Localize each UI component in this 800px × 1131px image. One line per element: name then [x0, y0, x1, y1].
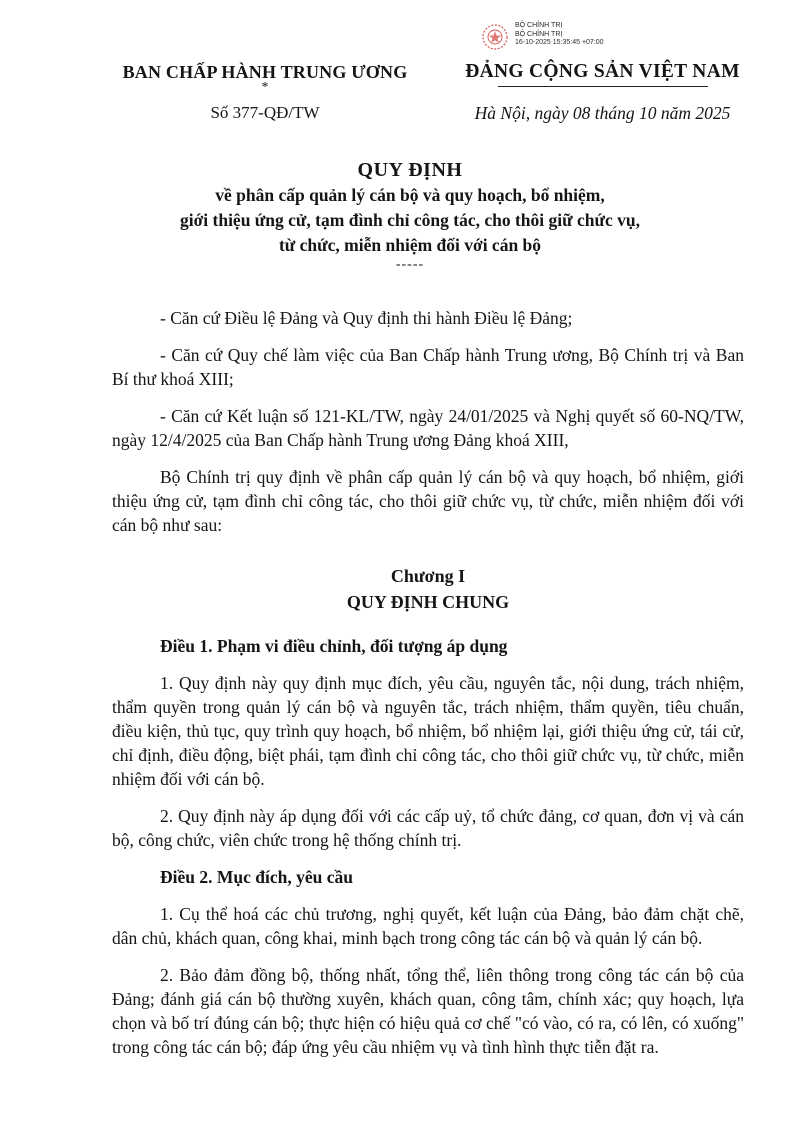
stamp-line-2: BỘ CHÍNH TRỊ — [515, 30, 563, 38]
chapter-heading — [112, 563, 744, 615]
preamble-paragraph: Bộ Chính trị quy định về phân cấp quản lý cán bộ và quy hoạch, bổ nhiệm, giới thiệu ứng cử, tạm đình chỉ công tác, cho thôi giữ chức vụ, từ chức, miễn nhiệm đối với cán bộ như sau: — [112, 467, 744, 535]
article-paragraph: 2. Quy định này áp dụng đối với các cấp uỷ, tổ chức đảng, cơ quan, đơn vị và cán bộ, công chức, viên chức trong hệ thống chính trị. — [112, 806, 744, 850]
title-separator: ----- — [395, 257, 425, 272]
preamble-paragraph: - Căn cứ Kết luận số 121-KL/TW, ngày 24/01/2025 và Nghị quyết số 60-NQ/TW, ngày 12/4/2025 của Ban Chấp hành Trung ương Đảng khoá XIII, — [112, 406, 744, 450]
chapter-name: QUY ĐỊNH CHUNG — [346, 592, 510, 612]
document-type: QUY ĐỊNH — [357, 159, 463, 181]
document-body — [112, 306, 744, 1072]
title-line-1: về phân cấp quản lý cán bộ và quy hoạch, bổ nhiệm, — [215, 185, 605, 205]
chapter-number: Chương I — [390, 566, 466, 586]
article-paragraph: 1. Quy định này quy định mục đích, yêu cầu, nguyên tắc, nội dung, trách nhiệm, thẩm quyền trong quản lý cán bộ và nguyên tắc, trách nhiệm, thẩm quyền, tiêu chuẩn, điều kiện, thủ tục, quy trình quy hoạch, bổ nhiệm, bổ nhiệm lại, giới thiệu ứng cử, tái cử, chỉ định, điều động, biệt phái, tạm đình chỉ công tác, cho thôi giữ chức vụ, từ chức, miễn nhiệm đối với cán bộ. — [112, 673, 744, 789]
stamp-text — [515, 22, 604, 48]
article-1-heading: Điều 1. Phạm vi điều chỉnh, đối tượng áp dụng — [160, 636, 508, 656]
title-block — [90, 157, 730, 272]
preamble-paragraph: - Căn cứ Quy chế làm việc của Ban Chấp hành Trung ương, Bộ Chính trị và Ban Bí thư khoá XIII; — [112, 345, 744, 389]
digital-signature-stamp — [478, 20, 648, 54]
title-line-2: giới thiệu ứng cử, tạm đình chỉ công tác, cho thôi giữ chức vụ, — [179, 210, 641, 230]
article-paragraph: 2. Bảo đảm đồng bộ, thống nhất, tổng thể, liên thông trong công tác cán bộ của Đảng; đánh giá cán bộ thường xuyên, khách quan, công tâm, chính xác; quy hoạch, lựa chọn và bố trí đúng cán bộ; thực hiện có hiệu quả cơ chế "có vào, có ra, có lên, có xuống" trong công tác cán bộ; đáp ứng yêu cầu nhiệm vụ và tình hình thực tiễn đặt ra. — [112, 965, 744, 1057]
party-name: ĐẢNG CỘNG SẢN VIỆT NAM — [465, 61, 740, 82]
header-right — [445, 60, 760, 124]
stamp-line-1: BỘ CHÍNH TRỊ — [515, 22, 563, 29]
document-number: Số 377-QĐ/TW — [210, 103, 320, 122]
header-left — [100, 60, 430, 124]
star-mark: * — [261, 80, 269, 95]
issuing-body: BAN CHẤP HÀNH TRUNG ƯƠNG — [122, 62, 408, 82]
header-underline — [498, 86, 708, 87]
stamp-timestamp: 16-10-2025 15:35:45 +07:00 — [515, 39, 604, 46]
place-date: Hà Nội, ngày 08 tháng 10 năm 2025 — [474, 103, 731, 123]
title-line-3: từ chức, miễn nhiệm đối với cán bộ — [278, 235, 542, 255]
article-paragraph: 1. Cụ thể hoá các chủ trương, nghị quyết, kết luận của Đảng, bảo đảm chặt chẽ, dân chủ, khách quan, công khai, minh bạch trong công tác cán bộ và quản lý cán bộ. — [112, 904, 744, 948]
article-2-heading: Điều 2. Mục đích, yêu cầu — [160, 867, 353, 887]
preamble-paragraph: - Căn cứ Điều lệ Đảng và Quy định thi hành Điều lệ Đảng; — [160, 308, 573, 328]
seal-icon — [478, 22, 512, 52]
